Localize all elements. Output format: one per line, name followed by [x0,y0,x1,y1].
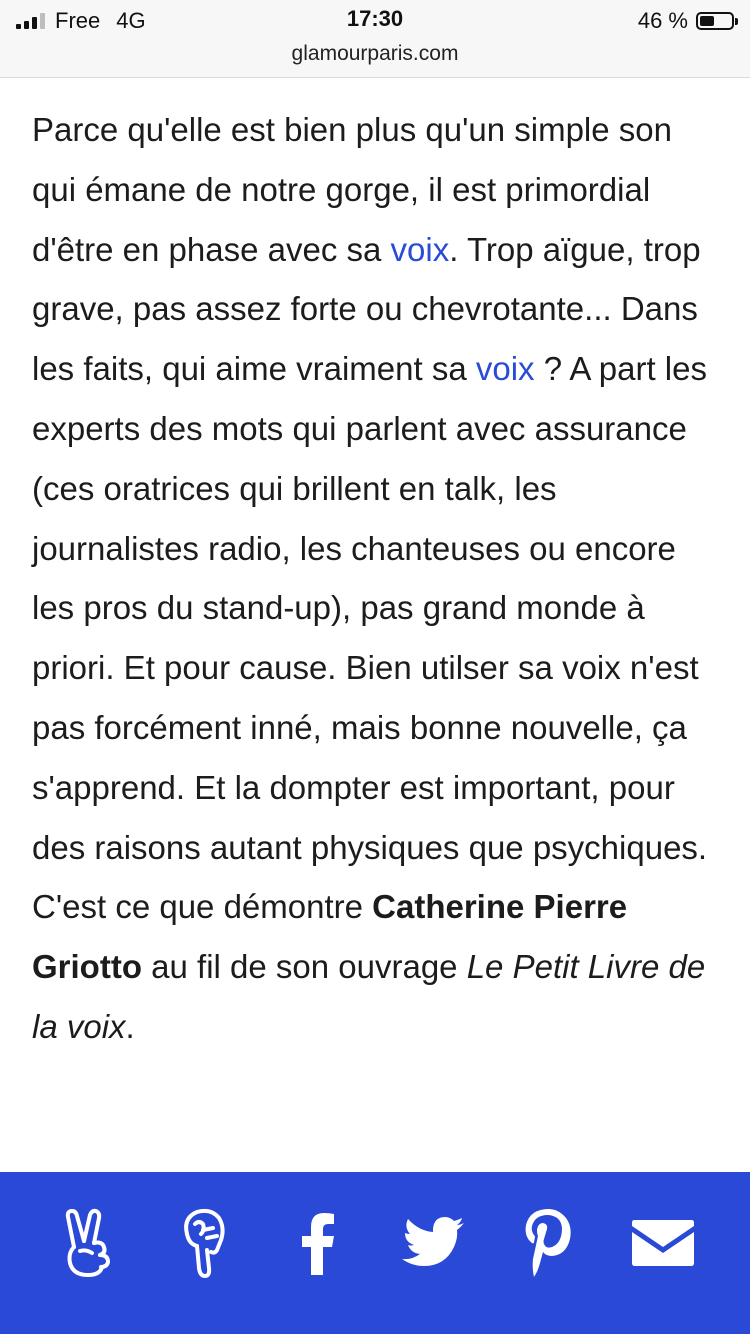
facebook-icon [300,1211,336,1275]
pinterest-icon [524,1209,572,1277]
twitter-icon [402,1217,464,1269]
peace-hand-icon [60,1207,116,1279]
article-text: au fil de son ouvrage [141,948,467,986]
battery-percent: 46 % [637,8,688,33]
twitter-button[interactable] [395,1205,471,1281]
article-text: ? A part les experts des mots qui parlent avec assurance (ces oratrices qui brillent en talk, les journalistes radio, les chanteuses ou encore les pros du stand-up), pas grand monde à priori. Et pour cause. Bien utilser sa voix n'est pas forcément inné, mais bonne nouvelle, ça s'apprend. Et la dompter est important, pour des raisons autant physiques que psychiques. C'est ce que démontre [32,350,708,926]
voix-link[interactable]: voix [390,230,450,268]
mail-button[interactable] [625,1205,701,1281]
carrier-name: Free [55,8,101,33]
status-right [638,8,734,34]
facebook-button[interactable] [280,1205,356,1281]
author-name: Catherine Pierre Griotto [32,888,628,986]
url-bar[interactable]: glamourparis.com [291,42,459,65]
article-text: . Trop aïgue, trop grave, pas assez forte ou chevrotante... Dans les faits, qui aime vraiment sa [32,230,701,388]
pointing-hand-button[interactable] [165,1205,241,1281]
article-text: . [125,1007,135,1045]
battery-fill [700,16,714,26]
book-title: Le Petit Livre de la voix [32,948,706,1045]
voix-link[interactable]: voix [475,350,535,388]
mail-icon [632,1220,694,1266]
pointing-hand-icon [177,1206,229,1280]
pinterest-button[interactable] [510,1205,586,1281]
share-bar [0,1172,750,1334]
network-type: 4G [116,8,146,33]
article-text: Parce qu'elle est bien plus qu'un simple son qui émane de notre gorge, il est primordial d'être en phase avec sa [32,111,672,268]
peace-hand-button[interactable] [50,1205,126,1281]
battery-icon [696,12,734,30]
status-time: 17:30 [346,6,404,31]
status-bar [0,0,750,78]
article-paragraph [32,100,722,1057]
